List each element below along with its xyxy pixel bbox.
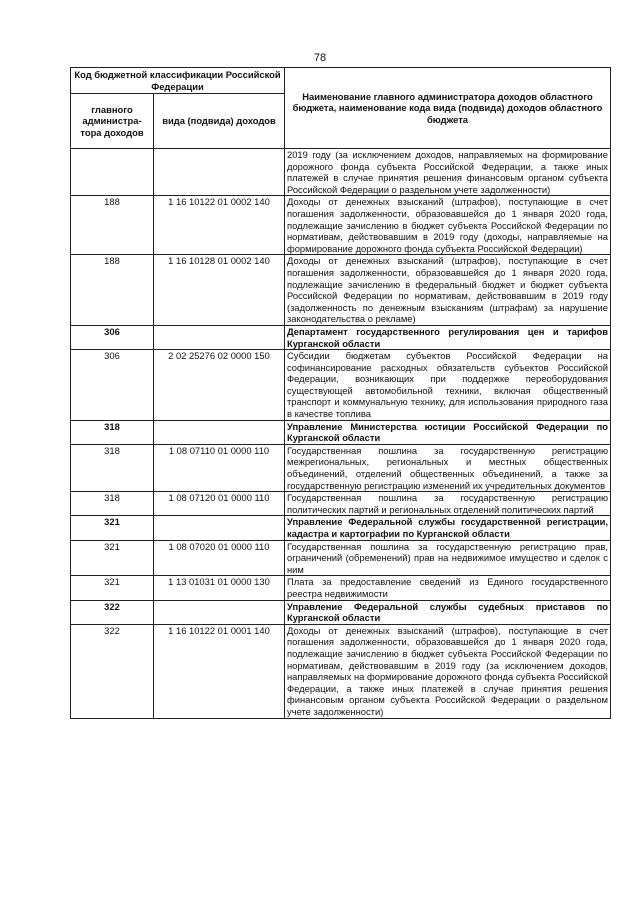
name-cell: Департамент государственного регулирования цен и тарифов Курганской области xyxy=(285,325,611,349)
admin-code-cell: 322 xyxy=(71,600,154,624)
name-cell: Доходы от денежных взысканий (штрафов), поступающие в счет погашения задолженности, образовавшейся до 1 января 2020 года, подлежащие зачислению в бюджет субъекта Российской Федерации по нормативам, действовавшим в 2019 году (доходы, направляемые на формирование дорожного фонда субъекта Российской Федерации) xyxy=(285,196,611,255)
income-code-cell: 1 08 07110 01 0000 110 xyxy=(154,444,285,491)
table-row xyxy=(71,196,611,255)
name-cell: Государственная пошлина за государственную регистрацию прав, ограничений (обременений) прав на недвижимое имущество и сделок с ним xyxy=(285,540,611,576)
name-cell: Государственная пошлина за государственную регистрацию политических партий и региональных отделений политических партий xyxy=(285,492,611,516)
table-row xyxy=(71,576,611,600)
name-cell: Управление Министерства юстиции Российской Федерации по Курганской области xyxy=(285,420,611,444)
admin-code-cell xyxy=(71,149,154,196)
table-header xyxy=(71,68,611,149)
income-code-cell: 1 16 10122 01 0002 140 xyxy=(154,196,285,255)
name-cell: Плата за предоставление сведений из Единого государственного реестра недвижимости xyxy=(285,576,611,600)
admin-code-cell: 306 xyxy=(71,350,154,421)
admin-code-cell: 188 xyxy=(71,255,154,326)
admin-code-cell: 321 xyxy=(71,576,154,600)
department-row xyxy=(71,600,611,624)
name-cell: Доходы от денежных взысканий (штрафов), поступающие в счет погашения задолженности, образовавшейся до 1 января 2020 года, подлежащие зачислению в бюджет субъекта Российской Федерации по нормативам, действовавшим в 2019 году (за исключением доходов, направляемых на формирование дорожного фонда субъекта Российской Федерации, а также иных платежей в случае принятия решения финансовым органом субъекта Российской Федерации о раздельном учете задолженности) xyxy=(285,624,611,718)
table-row xyxy=(71,149,611,196)
income-code-cell xyxy=(154,420,285,444)
income-code-cell: 1 08 07020 01 0000 110 xyxy=(154,540,285,576)
header-code: вида (подвида) доходов xyxy=(154,94,285,149)
admin-code-cell: 321 xyxy=(71,540,154,576)
admin-code-cell: 318 xyxy=(71,420,154,444)
income-code-cell xyxy=(154,516,285,540)
header-classification-code: Код бюджетной классификации Российской Федерации xyxy=(71,68,285,94)
table-row xyxy=(71,444,611,491)
table-row xyxy=(71,540,611,576)
admin-code-cell: 318 xyxy=(71,492,154,516)
name-cell: 2019 году (за исключением доходов, направляемых на формирование дорожного фонда субъекта Российской Федерации, а также иных платежей в случае принятия решения финансовым органом субъекта Российской Федерации о раздельном учете задолженности) xyxy=(285,149,611,196)
income-code-cell: 1 16 10128 01 0002 140 xyxy=(154,255,285,326)
table-body xyxy=(71,149,611,719)
table-row xyxy=(71,492,611,516)
table-row xyxy=(71,350,611,421)
admin-code-cell: 318 xyxy=(71,444,154,491)
header-name: Наименование главного администратора доходов областного бюджета, наименование кода вида (подвида) доходов областного бюджета xyxy=(285,68,611,149)
table-row xyxy=(71,624,611,718)
page-number: 78 xyxy=(313,52,327,64)
admin-code-cell: 321 xyxy=(71,516,154,540)
header-admin: главного администра-тора доходов xyxy=(71,94,154,149)
name-cell: Субсидии бюджетам субъектов Российской Федерации на софинансирование расходных обязательств субъектов Российской Федерации, возникающих при поддержке переоборудования существующей автомобильной техники, включая общественный транспорт и коммунальную технику, для использования природного газа в качестве топлива xyxy=(285,350,611,421)
name-cell: Государственная пошлина за государственную регистрацию межрегиональных, региональных и местных общественных объединений, отделений общественных объединений, а также за государственную регистрацию изменений их учредительных документов xyxy=(285,444,611,491)
admin-code-cell: 188 xyxy=(71,196,154,255)
budget-classification-table xyxy=(70,67,611,719)
income-code-cell xyxy=(154,149,285,196)
income-code-cell: 1 08 07120 01 0000 110 xyxy=(154,492,285,516)
income-code-cell: 1 13 01031 01 0000 130 xyxy=(154,576,285,600)
admin-code-cell: 322 xyxy=(71,624,154,718)
name-cell: Управление Федеральной службы государственной регистрации, кадастра и картографии по Курганской области xyxy=(285,516,611,540)
department-row xyxy=(71,420,611,444)
department-row xyxy=(71,325,611,349)
table-row xyxy=(71,255,611,326)
department-row xyxy=(71,516,611,540)
income-code-cell: 1 16 10122 01 0001 140 xyxy=(154,624,285,718)
income-code-cell: 2 02 25276 02 0000 150 xyxy=(154,350,285,421)
name-cell: Доходы от денежных взысканий (штрафов), поступающие в счет погашения задолженности, образовавшейся до 1 января 2020 года, подлежащие зачислению в федеральный бюджет и бюджет субъекта Российской Федерации по нормативам, действовавшим в 2019 году (задолженность по денежным взысканиям (штрафам) за нарушение законодательства о рекламе) xyxy=(285,255,611,326)
name-cell: Управление Федеральной службы судебных приставов по Курганской области xyxy=(285,600,611,624)
income-code-cell xyxy=(154,600,285,624)
admin-code-cell: 306 xyxy=(71,325,154,349)
income-code-cell xyxy=(154,325,285,349)
